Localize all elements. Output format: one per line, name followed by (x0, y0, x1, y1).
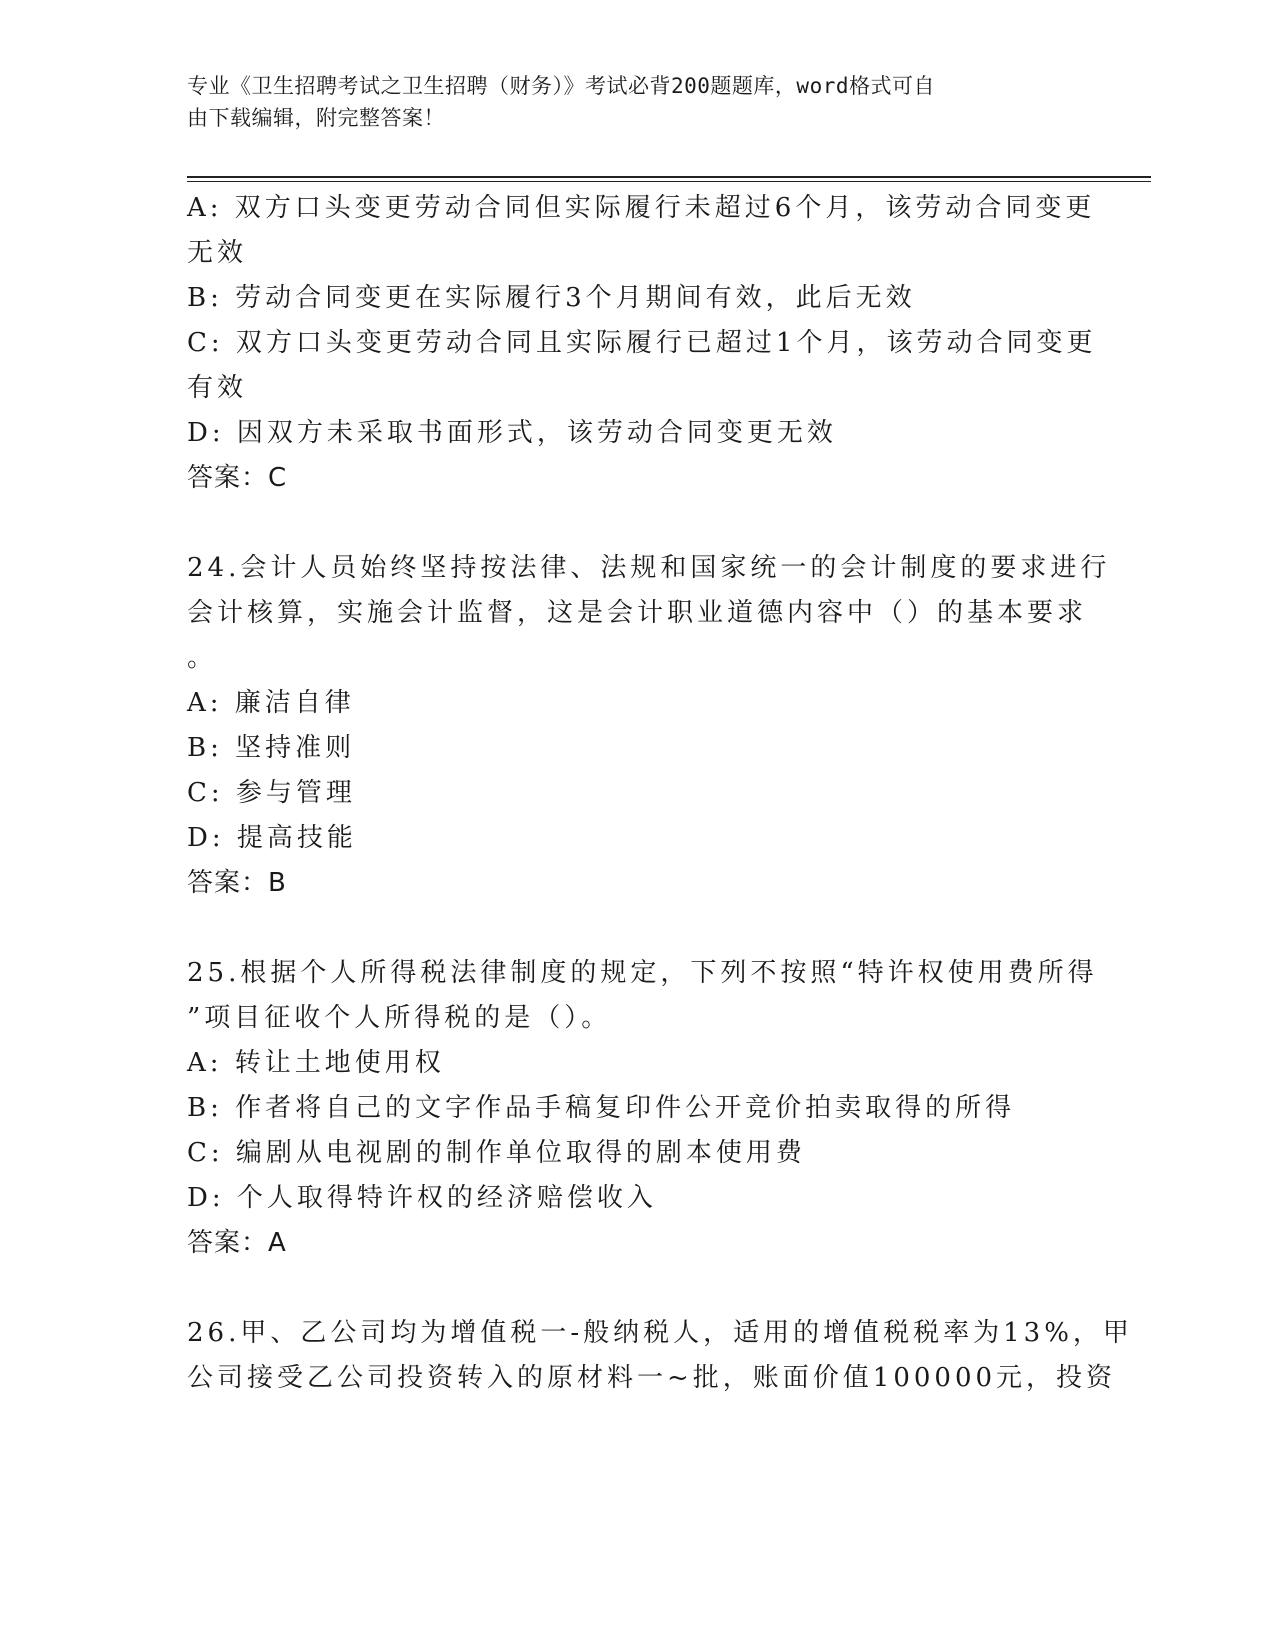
header-divider-thin (187, 181, 1151, 182)
option-a: A: 廉洁自律 (187, 688, 355, 718)
option-a-continued: 无效 (187, 238, 248, 268)
option-c: C: 双方口头变更劳动合同且实际履行已超过1个月，该劳动合同变更 (187, 328, 1097, 358)
question-stem-line-1: 25.根据个人所得税法律制度的规定，下列不按照“特许权使用费所得 (187, 958, 1098, 988)
header-line-1: 专业《卫生招聘考试之卫生招聘（财务）》考试必背200题题库，word格式可自 (187, 74, 935, 98)
question-23 (187, 186, 1097, 501)
question-stem-line-2: 公司接受乙公司投资转入的原材料一~批，账面价值100000元，投资 (187, 1363, 1117, 1393)
question-list (187, 186, 1133, 1401)
question-stem-line-1: 26.甲、乙公司均为增值税一-般纳税人，适用的增值税税率为13%，甲 (187, 1318, 1133, 1348)
option-d: D: 因双方未采取书面形式，该劳动合同变更无效 (187, 418, 837, 448)
option-d: D: 个人取得特许权的经济赔偿收入 (187, 1183, 657, 1213)
option-c-continued: 有效 (187, 373, 248, 403)
answer-line: 答案：C (187, 463, 288, 493)
option-b: B: 坚持准则 (187, 733, 356, 763)
header-line-2: 由下载编辑，附完整答案！ (187, 106, 445, 130)
question-stem-line-1: 24.会计人员始终坚持按法律、法规和国家统一的会计制度的要求进行 (187, 553, 1111, 583)
question-stem-line-2: ”项目征收个人所得税的是（）。 (187, 1003, 612, 1033)
option-c: C: 参与管理 (187, 778, 356, 808)
question-26 (187, 1311, 1133, 1401)
question-stem-line-3: 。 (187, 643, 218, 673)
answer-line: 答案：A (187, 1228, 287, 1258)
document-header (187, 70, 1067, 134)
question-25 (187, 951, 1098, 1266)
header-divider-thick (187, 176, 1151, 178)
option-d: D: 提高技能 (187, 823, 357, 853)
option-c: C: 编剧从电视剧的制作单位取得的剧本使用费 (187, 1138, 806, 1168)
option-b: B: 劳动合同变更在实际履行3个月期间有效，此后无效 (187, 283, 916, 313)
question-stem-line-2: 会计核算，实施会计监督，这是会计职业道德内容中（）的基本要求 (187, 598, 1088, 628)
answer-line: 答案：B (187, 868, 287, 898)
option-b: B: 作者将自己的文字作品手稿复印件公开竞价拍卖取得的所得 (187, 1093, 1016, 1123)
question-24 (187, 546, 1111, 906)
option-a: A: 转让土地使用权 (187, 1048, 445, 1078)
option-a: A: 双方口头变更劳动合同但实际履行未超过6个月，该劳动合同变更 (187, 193, 1096, 223)
